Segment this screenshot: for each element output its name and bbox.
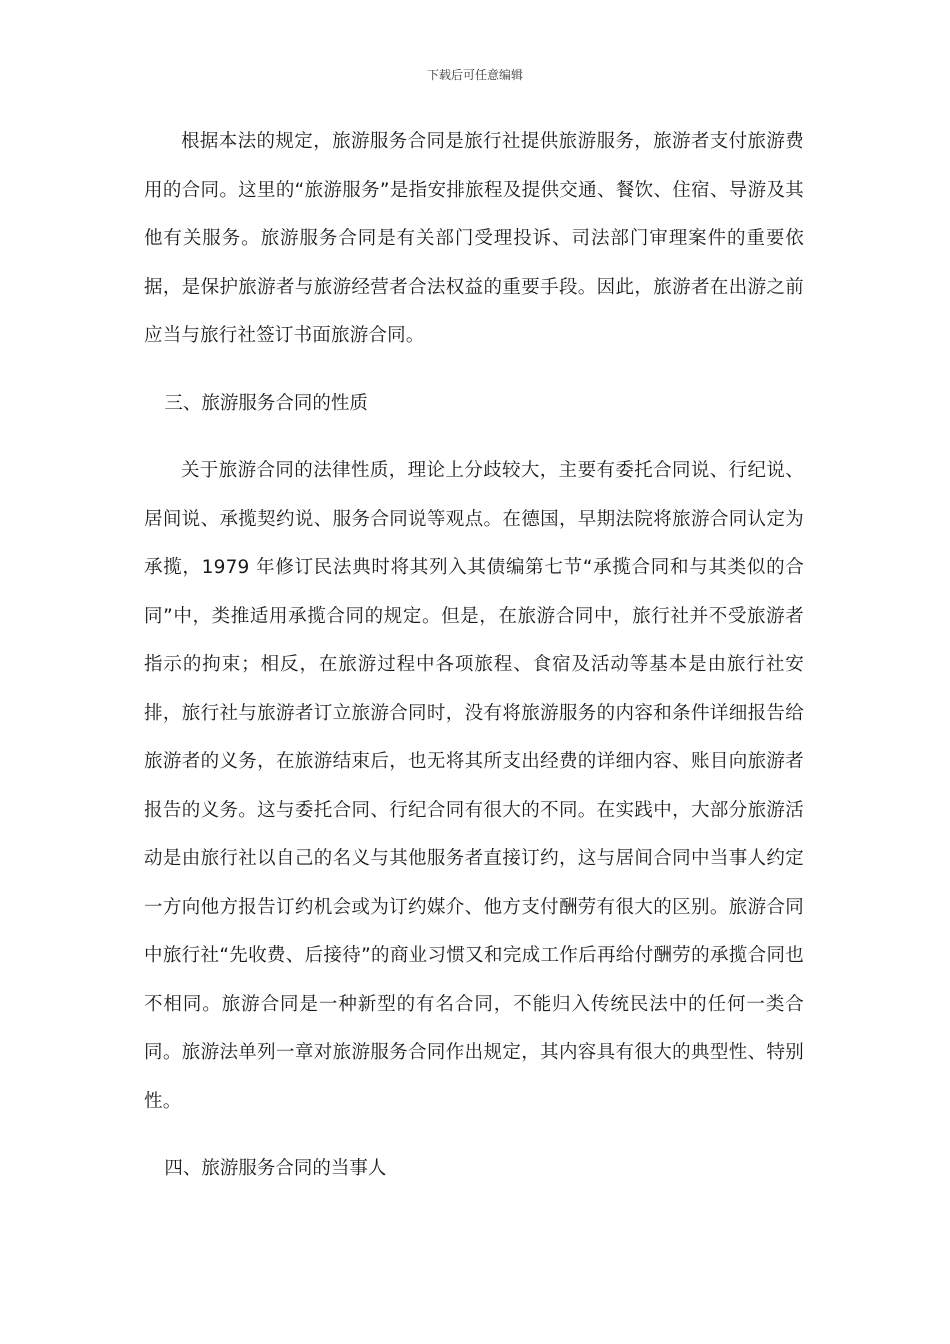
paragraph-spacer [144,361,804,380]
paragraph-contract-definition: 根据本法的规定，旅游服务合同是旅行社提供旅游服务，旅游者支付旅游费用的合同。这里的“旅游服务”是指安排旅程及提供交通、餐饮、住宿、导游及其他有关服务。旅游服务合同是有关部门受理投诉、司法部门审理案件的重要依据，是保护旅游者与旅游经营者合法权益的重要手段。因此，旅游者在出游之前应当与旅行社签订书面旅游合同。 [144,131,804,346]
paragraph-spacer [144,1126,804,1145]
section-heading-nature: 三、旅游服务合同的性质 [164,392,368,414]
document-body [144,118,804,1194]
page-header-note: 下载后可任意编辑 [426,68,523,82]
section-heading-parties: 四、旅游服务合同的当事人 [164,1158,387,1179]
paragraph-spacer [144,428,804,447]
paragraph-contract-nature: 关于旅游合同的法律性质，理论上分歧较大，主要有委托合同说、行纪说、居间说、承揽契约说、服务合同说等观点。在德国，早期法院将旅游合同认定为承揽，1979 年修订民法典时将其列入其债编第七节“承揽合同和与其类似的合同”中，类推适用承揽合同的规定。但是，在旅游合同中，旅行社并不受旅游者指示的拘束；相反，在旅游过程中各项旅程、食宿及活动等基本是由旅行社安排，旅行社与旅游者订立旅游合同时，没有将旅游服务的内容和条件详细报告给旅游者的义务，在旅游结束后，也无将其所支出经费的详细内容、账目向旅游者报告的义务。这与委托合同、行纪合同有很大的不同。在实践中，大部分旅游活动是由旅行社以自己的名义与其他服务者直接订约，这与居间合同中当事人约定一方向他方报告订约机会或为订约媒介、他方支付酬劳有很大的区别。旅游合同中旅行社“先收费、后接待”的商业习惯又和完成工作后再给付酬劳的承揽合同也不相同。旅游合同是一种新型的有名合同，不能归入传统民法中的任何一类合同。旅游法单列一章对旅游服务合同作出规定，其内容具有很大的典型性、特别性。 [144,460,804,1112]
